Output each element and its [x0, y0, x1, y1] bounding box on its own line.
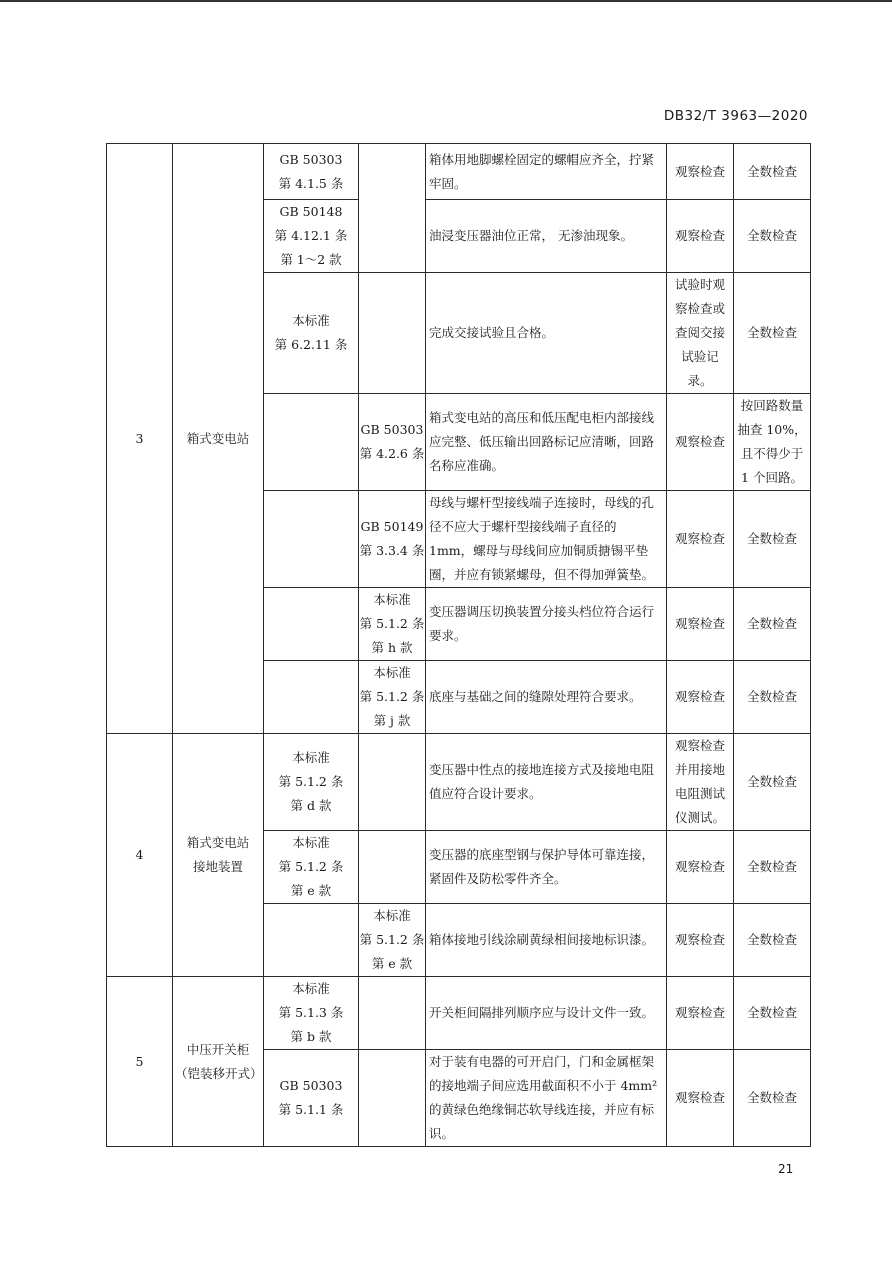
- inspection-scope: 全数检查: [734, 273, 811, 394]
- inspection-scope: 全数检查: [734, 1050, 811, 1147]
- project-name-line: 中压开关柜: [186, 1041, 250, 1057]
- reference-main: [264, 200, 359, 273]
- project-name: [173, 144, 264, 734]
- reference-line: 第 5.1.3 条: [278, 1005, 344, 1020]
- reference-line: 本标准: [292, 981, 330, 996]
- inspection-method: 观察检查: [667, 977, 734, 1050]
- reference-line: 第 e 款: [371, 956, 413, 971]
- reference-general: [359, 394, 426, 491]
- inspection-scope: 全数检查: [734, 491, 811, 588]
- reference-general: [359, 491, 426, 588]
- requirement-text: 箱式变电站的高压和低压配电柜内部接线应完整、低压输出回路标记应清晰，回路名称应准确。: [426, 394, 667, 491]
- reference-line: GB 50303: [279, 151, 343, 167]
- requirement-text: 底座与基础之间的缝隙处理符合要求。: [426, 661, 667, 734]
- inspection-scope: 全数检查: [734, 904, 811, 977]
- inspection-method: 试验时观察检查或查阅交接试验记录。: [667, 273, 734, 394]
- reference-line: 本标准: [373, 665, 411, 680]
- project-name-line: 接地装置: [192, 859, 243, 874]
- reference-line: GB 50149: [360, 519, 424, 534]
- project-name-line: 箱式变电站: [186, 835, 250, 850]
- table-row: [107, 734, 811, 831]
- reference-line: 第 5.1.2 条: [359, 689, 425, 704]
- inspection-scope: 全数检查: [734, 831, 811, 904]
- reference-line: 第 d 款: [290, 798, 332, 813]
- reference-main: [264, 144, 359, 200]
- reference-line: 第 5.1.2 条: [278, 859, 344, 874]
- reference-line: GB 50303: [360, 422, 424, 437]
- inspection-method: 观察检查: [667, 491, 734, 588]
- reference-line: 本标准: [373, 592, 411, 607]
- requirement-text: 母线与螺杆型接线端子连接时，母线的孔径不应大于螺杆型接线端子直径的 1mm，螺母与母线间应加铜质搪锡平垫圈，并应有锁紧螺母，但不得加弹簧垫。: [426, 491, 667, 588]
- requirement-text: 变压器调压切换装置分接头档位符合运行要求。: [426, 588, 667, 661]
- reference-line: GB 50148: [279, 204, 343, 219]
- reference-main: [264, 491, 359, 588]
- reference-main: [264, 273, 359, 394]
- reference-line: GB 50303: [279, 1078, 343, 1093]
- reference-line: 第 b 款: [290, 1029, 332, 1044]
- reference-line: 第 1～2 款: [280, 252, 342, 267]
- requirement-text: 变压器中性点的接地连接方式及接地电阻值应符合设计要求。: [426, 734, 667, 831]
- table-row: [107, 144, 811, 200]
- inspection-scope: 全数检查: [734, 200, 811, 273]
- inspection-method: 观察检查: [667, 200, 734, 273]
- reference-general: [359, 588, 426, 661]
- reference-line: 第 e 款: [290, 883, 332, 898]
- reference-main: [264, 1050, 359, 1147]
- inspection-method: 观察检查: [667, 904, 734, 977]
- reference-line: 本标准: [292, 750, 330, 765]
- reference-main: [264, 734, 359, 831]
- reference-main: [264, 661, 359, 734]
- inspection-method: 观察检查: [667, 1050, 734, 1147]
- project-name-line: （铠装移开式）: [175, 1065, 263, 1081]
- project-name-line: 箱式变电站: [186, 430, 250, 446]
- top-rule: [0, 0, 892, 2]
- reference-general: [359, 734, 426, 831]
- reference-line: 第 h 款: [371, 640, 413, 655]
- reference-general: [359, 273, 426, 394]
- inspection-scope: 全数检查: [734, 734, 811, 831]
- reference-line: 第 3.3.4 条: [359, 543, 425, 558]
- reference-line: 第 6.2.11 条: [274, 337, 348, 352]
- inspection-scope: 全数检查: [734, 144, 811, 200]
- reference-general: [359, 1050, 426, 1147]
- reference-general: [359, 977, 426, 1050]
- inspection-method: 观察检查并用接地电阻测试仪测试。: [667, 734, 734, 831]
- requirement-text: 箱体用地脚螺栓固定的螺帽应齐全，拧紧牢固。: [426, 144, 667, 200]
- page-number: 21: [778, 1162, 794, 1176]
- reference-line: 第 4.1.5 条: [278, 175, 344, 191]
- requirement-text: 完成交接试验且合格。: [426, 273, 667, 394]
- inspection-method: 观察检查: [667, 831, 734, 904]
- inspection-table: [106, 143, 811, 1147]
- requirement-text: 对于装有电器的可开启门，门和金属框架的接地端子间应选用截面积不小于 4mm² 的黄绿色绝缘铜芯软导线连接，并应有标识。: [426, 1050, 667, 1147]
- reference-general: [359, 904, 426, 977]
- reference-general: [359, 661, 426, 734]
- inspection-scope: 按回路数量抽查 10%，且不得少于 1 个回路。: [734, 394, 811, 491]
- item-number: 5: [107, 977, 173, 1147]
- reference-main: [264, 904, 359, 977]
- project-name: [173, 734, 264, 977]
- inspection-method: 观察检查: [667, 661, 734, 734]
- reference-main: [264, 588, 359, 661]
- inspection-scope: 全数检查: [734, 977, 811, 1050]
- reference-line: 本标准: [292, 835, 330, 850]
- document-code: DB32/T 3963—2020: [663, 108, 808, 124]
- reference-line: 第 j 款: [373, 713, 411, 728]
- reference-line: 第 5.1.2 条: [278, 774, 344, 789]
- reference-main: [264, 977, 359, 1050]
- inspection-method: 观察检查: [667, 588, 734, 661]
- reference-general: [359, 831, 426, 904]
- inspection-scope: 全数检查: [734, 588, 811, 661]
- reference-line: 第 5.1.2 条: [359, 616, 425, 631]
- inspection-scope: 全数检查: [734, 661, 811, 734]
- reference-line: 本标准: [373, 908, 411, 923]
- project-name: [173, 977, 264, 1147]
- reference-line: 第 5.1.2 条: [359, 932, 425, 947]
- reference-line: 第 5.1.1 条: [278, 1102, 344, 1117]
- requirement-text: 油浸变压器油位正常， 无渗油现象。: [426, 200, 667, 273]
- requirement-text: 开关柜间隔排列顺序应与设计文件一致。: [426, 977, 667, 1050]
- requirement-text: 变压器的底座型钢与保护导体可靠连接，紧固件及防松零件齐全。: [426, 831, 667, 904]
- item-number: 3: [107, 144, 173, 734]
- reference-main: [264, 831, 359, 904]
- reference-line: 第 4.2.6 条: [359, 446, 425, 461]
- reference-line: 第 4.12.1 条: [274, 228, 348, 243]
- table-row: [107, 977, 811, 1050]
- requirement-text: 箱体接地引线涂刷黄绿相间接地标识漆。: [426, 904, 667, 977]
- reference-general: [359, 144, 426, 273]
- reference-line: 本标准: [292, 313, 330, 328]
- inspection-method: 观察检查: [667, 144, 734, 200]
- item-number: 4: [107, 734, 173, 977]
- inspection-method: 观察检查: [667, 394, 734, 491]
- reference-main: [264, 394, 359, 491]
